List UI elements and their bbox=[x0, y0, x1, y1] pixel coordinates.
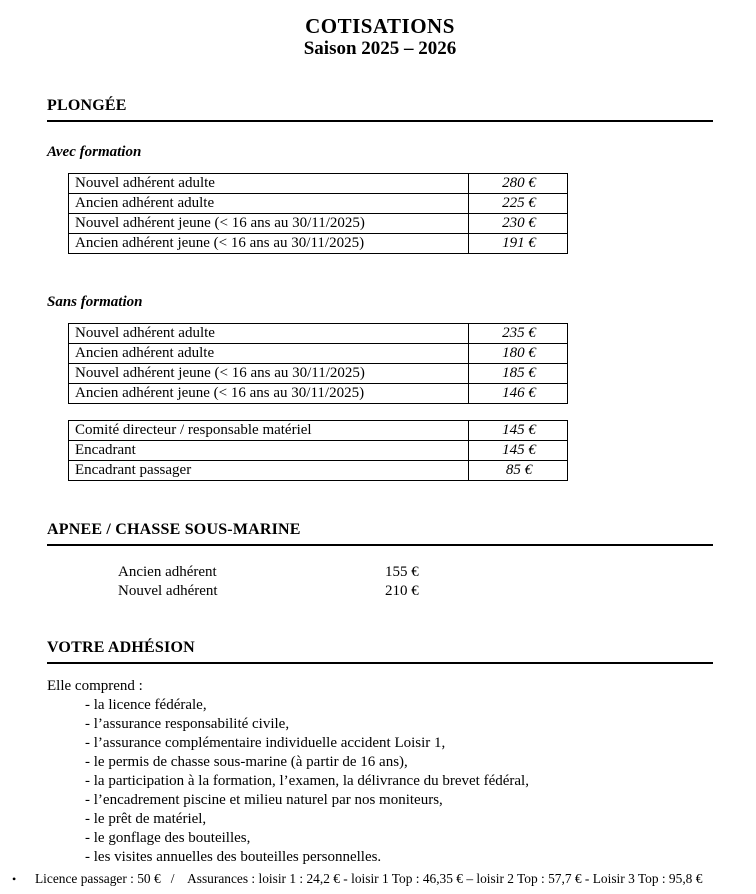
bullet-icon: • bbox=[12, 872, 17, 886]
subheading-avec-formation: Avec formation bbox=[47, 143, 142, 160]
list-item: - la participation à la formation, l’examen, la délivrance du brevet fédéral, bbox=[85, 772, 529, 789]
apnee-row bbox=[118, 563, 713, 582]
table-row bbox=[69, 343, 568, 363]
subheading-sans-formation: Sans formation bbox=[47, 293, 143, 310]
footer-note bbox=[10, 871, 756, 887]
row-label: Nouvel adhérent adulte bbox=[69, 173, 469, 193]
table-sans-formation bbox=[68, 323, 568, 404]
apnee-row bbox=[118, 582, 713, 601]
table-row bbox=[69, 420, 568, 440]
table-row bbox=[69, 460, 568, 480]
adhesion-list bbox=[85, 696, 713, 867]
row-label: Nouvel adhérent jeune (< 16 ans au 30/11/2025) bbox=[69, 363, 469, 383]
row-price: 235 € bbox=[469, 323, 568, 343]
row-price: 230 € bbox=[469, 213, 568, 233]
apnee-price-list bbox=[118, 563, 713, 601]
row-label: Ancien adhérent bbox=[118, 563, 217, 580]
row-label: Encadrant bbox=[69, 440, 469, 460]
table-row bbox=[69, 233, 568, 253]
table-row bbox=[69, 193, 568, 213]
row-price: 145 € bbox=[469, 440, 568, 460]
list-item: - le gonflage des bouteilles, bbox=[85, 829, 251, 846]
document-subtitle: Saison 2025 – 2026 bbox=[303, 38, 457, 60]
list-item: - l’encadrement piscine et milieu naturel par nos moniteurs, bbox=[85, 791, 443, 808]
list-item: - les visites annuelles des bouteilles personnelles. bbox=[85, 848, 382, 865]
row-price: 280 € bbox=[469, 173, 568, 193]
table-encadrement bbox=[68, 420, 568, 481]
table-row bbox=[69, 363, 568, 383]
table-row bbox=[69, 383, 568, 403]
row-price: 85 € bbox=[469, 460, 568, 480]
title-block bbox=[47, 14, 713, 61]
list-item: - la licence fédérale, bbox=[85, 696, 207, 713]
list-item: - l’assurance responsabilité civile, bbox=[85, 715, 290, 732]
row-price: 155 € bbox=[385, 563, 419, 580]
table-row bbox=[69, 323, 568, 343]
list-item: - l’assurance complémentaire individuelle accident Loisir 1, bbox=[85, 734, 446, 751]
table-avec-formation bbox=[68, 173, 568, 254]
adhesion-intro: Elle comprend : bbox=[47, 677, 143, 694]
row-price: 146 € bbox=[469, 383, 568, 403]
row-price: 210 € bbox=[385, 582, 419, 599]
row-label: Ancien adhérent jeune (< 16 ans au 30/11/2025) bbox=[69, 233, 469, 253]
section-heading-plongee: PLONGÉE bbox=[47, 97, 713, 122]
row-price: 191 € bbox=[469, 233, 568, 253]
row-price: 225 € bbox=[469, 193, 568, 213]
row-label: Ancien adhérent jeune (< 16 ans au 30/11/2025) bbox=[69, 383, 469, 403]
row-label: Nouvel adhérent jeune (< 16 ans au 30/11/2025) bbox=[69, 213, 469, 233]
document-title: COTISATIONS bbox=[305, 14, 455, 38]
row-label: Ancien adhérent adulte bbox=[69, 193, 469, 213]
list-item: - le permis de chasse sous-marine (à partir de 16 ans), bbox=[85, 753, 408, 770]
row-price: 185 € bbox=[469, 363, 568, 383]
row-label: Nouvel adhérent adulte bbox=[69, 323, 469, 343]
row-price: 145 € bbox=[469, 420, 568, 440]
footer-text: Licence passager : 50 € / Assurances : loisir 1 : 24,2 € - loisir 1 Top : 46,35 € – loisir 2 Top : 57,7 € - Loisir 3 Top : 95,8 € bbox=[35, 871, 703, 886]
row-label: Nouvel adhérent bbox=[118, 582, 218, 599]
list-item: - le prêt de matériel, bbox=[85, 810, 207, 827]
table-row bbox=[69, 213, 568, 233]
section-heading-adhesion: VOTRE ADHÉSION bbox=[47, 639, 713, 664]
table-row bbox=[69, 173, 568, 193]
table-row bbox=[69, 440, 568, 460]
row-label: Comité directeur / responsable matériel bbox=[69, 420, 469, 440]
row-label: Encadrant passager bbox=[69, 460, 469, 480]
section-heading-apnee: APNEE / CHASSE SOUS-MARINE bbox=[47, 521, 713, 546]
row-price: 180 € bbox=[469, 343, 568, 363]
row-label: Ancien adhérent adulte bbox=[69, 343, 469, 363]
